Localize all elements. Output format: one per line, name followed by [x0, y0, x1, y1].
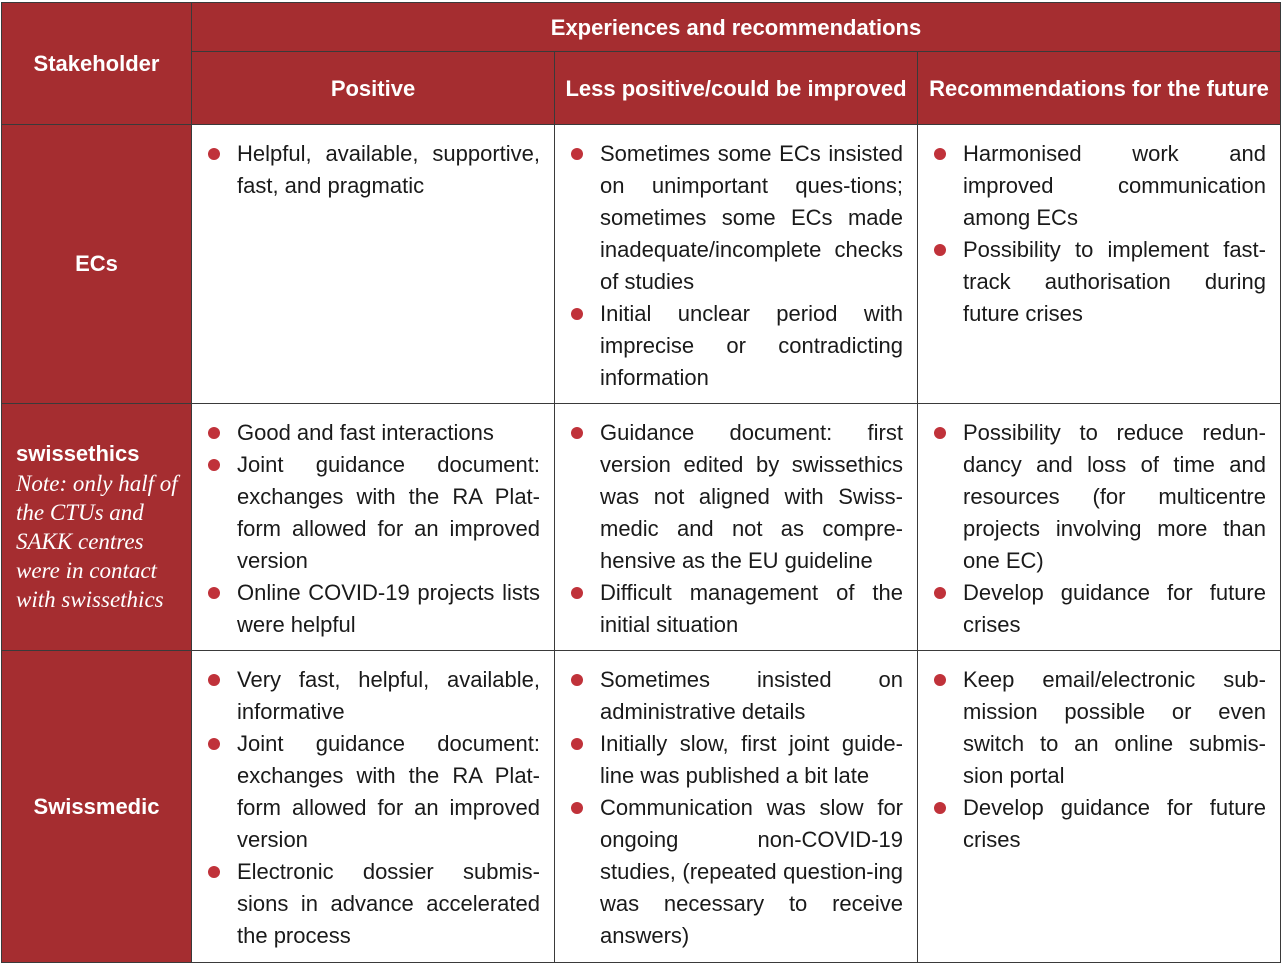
- bullet-item: Online COVID-19 projects lists were helpful: [206, 577, 540, 641]
- bullet-item: Possibility to reduce redun-dancy and loss of time and resources (for multicentre projects involving more than one EC): [932, 417, 1266, 577]
- less-positive-cell: [555, 404, 918, 651]
- table-row: [2, 651, 1281, 963]
- table-row: [2, 404, 1281, 651]
- stakeholder-note: Note: only half of the CTUs and SAKK centres were in contact with swissethics: [16, 470, 178, 612]
- bullet-item: Electronic dossier submis-sions in advance accelerated the process: [206, 856, 540, 952]
- bullet-item: Joint guidance document: exchanges with the RA Plat-form allowed for an improved version: [206, 728, 540, 856]
- positive-cell: [192, 125, 555, 404]
- experiences-table: [1, 2, 1281, 963]
- bullet-item: Good and fast interactions: [206, 417, 540, 449]
- recommendations-header: Recommendations for the future: [918, 52, 1281, 125]
- bullet-item: Harmonised work and improved communication among ECs: [932, 138, 1266, 234]
- positive-cell: [192, 651, 555, 963]
- bullet-item: Helpful, available, supportive, fast, and pragmatic: [206, 138, 540, 202]
- bullet-item: Initial unclear period with imprecise or contradicting information: [569, 298, 903, 394]
- bullet-item: Develop guidance for future crises: [932, 792, 1266, 856]
- bullet-item: Initially slow, first joint guide-line was published a bit late: [569, 728, 903, 792]
- bullet-item: Keep email/electronic sub-mission possible or even switch to an online submis-sion portal: [932, 664, 1266, 792]
- header-row-group: [2, 3, 1281, 52]
- bullet-item: Develop guidance for future crises: [932, 577, 1266, 641]
- positive-cell: [192, 404, 555, 651]
- stakeholder-swissmedic: Swissmedic: [2, 651, 192, 963]
- bullet-item: Guidance document: first version edited by swissethics was not aligned with Swiss-medic and not as compre-hensive as the EU guideline: [569, 417, 903, 577]
- header-row-columns: [2, 52, 1281, 125]
- stakeholder-ecs: ECs: [2, 125, 192, 404]
- table-row: [2, 125, 1281, 404]
- less-positive-cell: [555, 125, 918, 404]
- bullet-item: Sometimes insisted on administrative details: [569, 664, 903, 728]
- bullet-item: Communication was slow for ongoing non-COVID-19 studies, (repeated question-ing was necessary to receive answers): [569, 792, 903, 952]
- bullet-item: Sometimes some ECs insisted on unimportant ques-tions; sometimes some ECs made inadequate/incomplete checks of studies: [569, 138, 903, 298]
- stakeholder-name: swissethics: [16, 440, 140, 466]
- recommendations-cell: [918, 125, 1281, 404]
- bullet-item: Joint guidance document: exchanges with the RA Plat-form allowed for an improved version: [206, 449, 540, 577]
- positive-header: Positive: [192, 52, 555, 125]
- bullet-item: Difficult management of the initial situation: [569, 577, 903, 641]
- bullet-item: Possibility to implement fast-track authorisation during future crises: [932, 234, 1266, 330]
- bullet-item: Very fast, helpful, available, informative: [206, 664, 540, 728]
- stakeholder-header: Stakeholder: [2, 3, 192, 125]
- less-positive-cell: [555, 651, 918, 963]
- stakeholder-swissethics: [2, 404, 192, 651]
- less-positive-header: Less positive/could be improved: [555, 52, 918, 125]
- recommendations-cell: [918, 651, 1281, 963]
- experiences-header: Experiences and recommendations: [192, 3, 1281, 52]
- recommendations-cell: [918, 404, 1281, 651]
